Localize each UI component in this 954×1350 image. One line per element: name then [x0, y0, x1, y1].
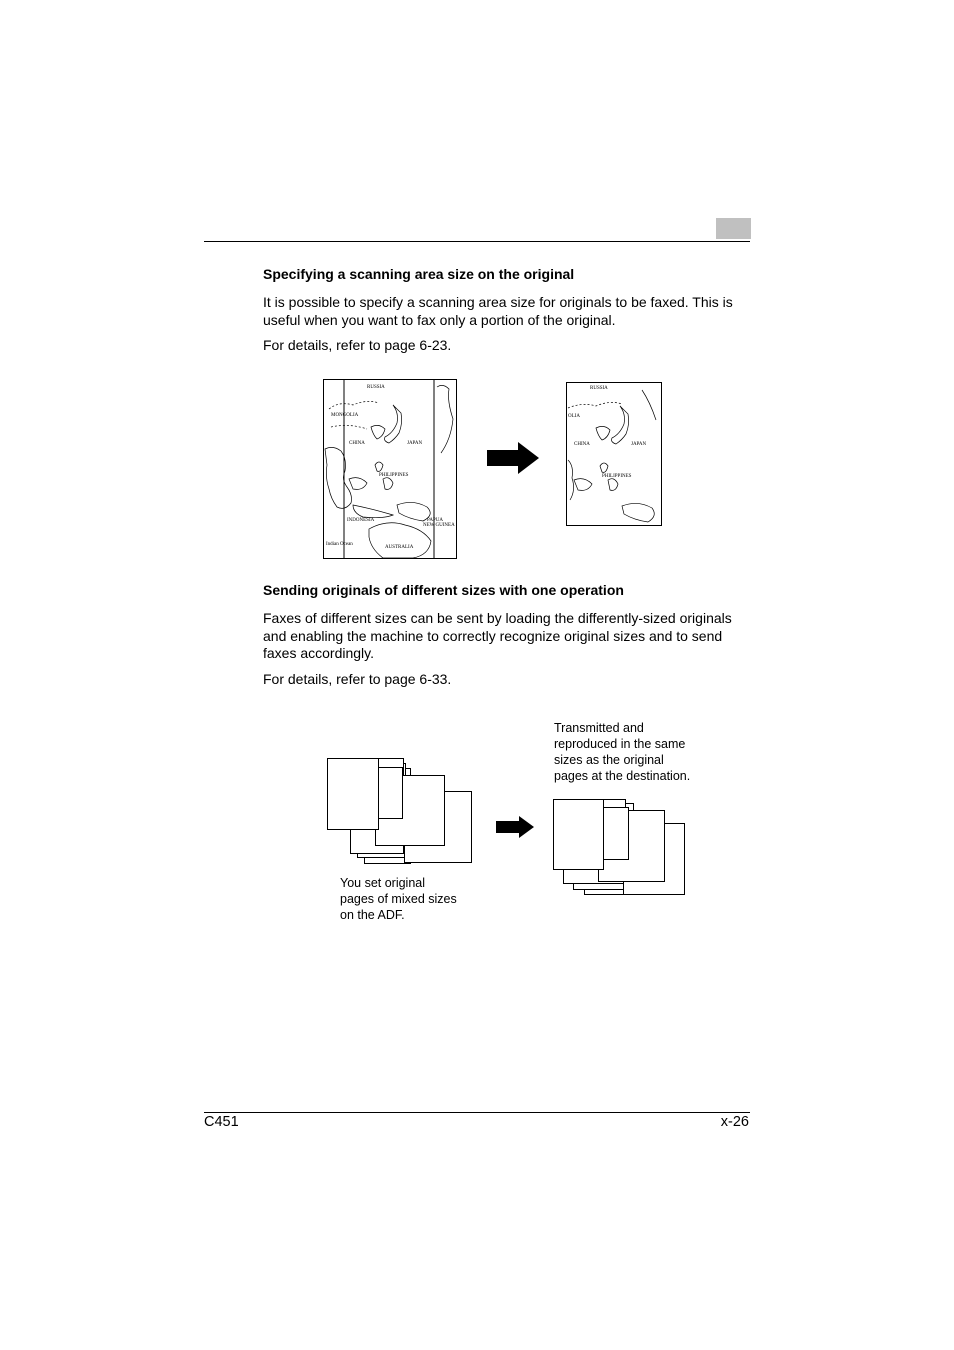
arrow-right-icon: [486, 441, 540, 475]
reference-text-6-23: For details, refer to page 6-23.: [263, 337, 452, 353]
map-label-russia: RUSSIA: [367, 385, 385, 390]
caption-line: Transmitted and: [554, 721, 644, 735]
caption-transmitted: [554, 720, 690, 784]
caption-adf: [340, 875, 457, 923]
caption-line: You set original: [340, 876, 426, 890]
chapter-tab: [716, 218, 751, 239]
paragraph-line: and enabling the machine to correctly recognize original sizes and to send: [263, 627, 723, 644]
map-label-china: CHINA: [574, 442, 590, 447]
caption-line: on the ADF.: [340, 908, 405, 922]
reference-text-6-33: For details, refer to page 6-33.: [263, 671, 452, 687]
map-label-mongolia: MONGOLIA: [331, 413, 359, 418]
section-paragraph-different-sizes: [263, 610, 753, 663]
paragraph-line: faxes accordingly.: [263, 645, 375, 661]
caption-line: reproduced in the same: [554, 737, 686, 751]
map-label-philippines: PHILIPPINES: [379, 473, 409, 478]
cropped-map-illustration: [566, 382, 663, 527]
section-heading-scanning-area: Specifying a scanning area size on the original: [263, 266, 575, 282]
section-heading-different-sizes: Sending originals of different sizes with one operation: [263, 582, 624, 598]
mixed-originals-stack: [327, 758, 475, 866]
page-sheet: [378, 768, 403, 819]
footer-model: C451: [204, 1114, 239, 1130]
paragraph-line: Faxes of different sizes can be sent by loading the differently-sized originals: [263, 610, 732, 626]
page-sheet: [554, 800, 604, 870]
map-label-russia: RUSSIA: [590, 386, 608, 391]
paragraph-line: It is possible to specify a scanning area size for originals to be faxed. This is: [263, 294, 733, 310]
map-label-philippines: PHILIPPINES: [602, 474, 632, 479]
header-rule: [204, 241, 750, 242]
map-label-china: CHINA: [349, 441, 365, 446]
map-label-new-guinea: NEW GUINEA: [423, 523, 455, 528]
section-paragraph-scanning-area: [263, 294, 753, 329]
caption-line: sizes as the original: [554, 753, 664, 767]
map-frame: [567, 383, 662, 526]
map-label-japan: JAPAN: [631, 442, 647, 447]
map-label-indian-ocean: Indian Ocean: [326, 542, 353, 547]
map-label-japan: JAPAN: [407, 441, 423, 446]
page-sheet: [328, 759, 379, 830]
paragraph-line: useful when you want to fax only a portion of the original.: [263, 311, 616, 328]
map-label-papua: PAPUA: [427, 518, 443, 523]
map-label-olia: OLIA: [568, 414, 580, 419]
caption-line: pages of mixed sizes: [340, 892, 457, 906]
page-sheet: [601, 808, 629, 860]
footer-rule: [204, 1112, 750, 1113]
map-label-australia: AUSTRALIA: [385, 545, 414, 550]
map-label-indonesia: INDONESIA: [347, 518, 375, 523]
footer-page-number: x-26: [720, 1114, 749, 1130]
full-map-illustration: [323, 379, 458, 560]
caption-line: pages at the destination.: [554, 769, 691, 783]
map-frame: [324, 380, 457, 559]
arrow-right-icon: [495, 815, 535, 839]
reproduced-pages-stack: [553, 799, 687, 897]
